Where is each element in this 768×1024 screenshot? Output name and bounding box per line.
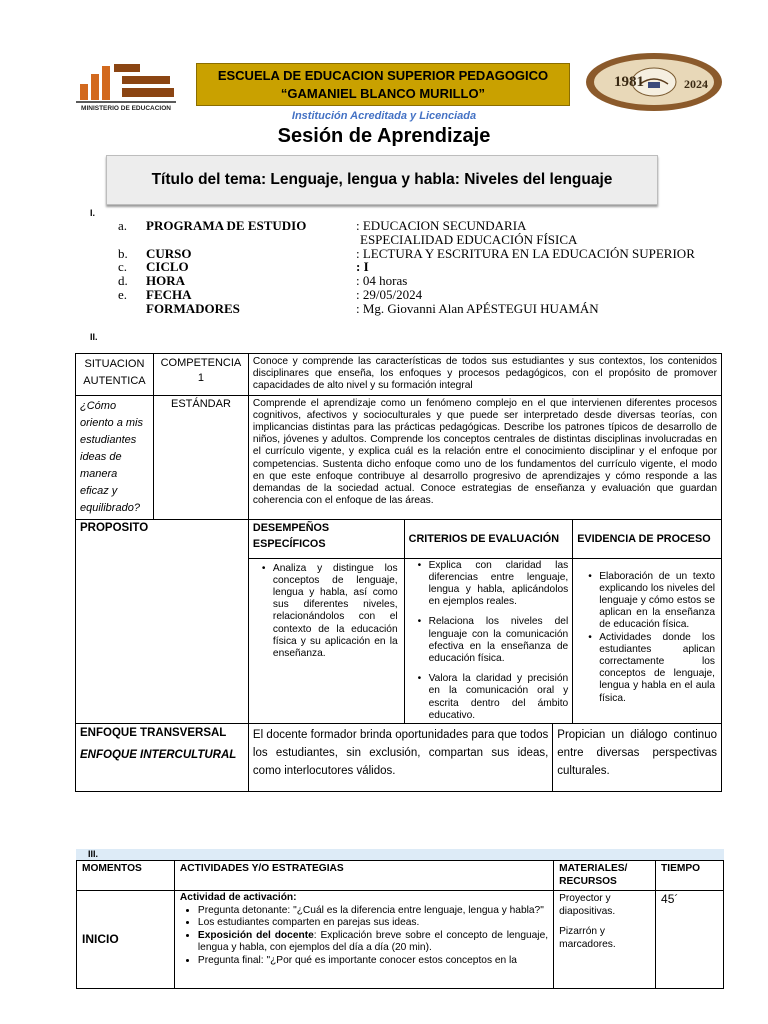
section-i-number: I. — [90, 208, 96, 218]
activities-table — [76, 860, 724, 989]
info-value-2: ESPECIALIDAD EDUCACIÓN FÍSICA — [360, 232, 578, 247]
enfoque-label: ENFOQUE TRANSVERSAL — [80, 726, 227, 739]
proposito-label: PROPOSITO — [76, 519, 249, 723]
session-title: Sesión de Aprendizaje — [277, 125, 491, 147]
list-item: • Actividades donde los estudiantes aplican correctamente los conceptos de lenguaje, lengua y habla en el aula física. — [597, 632, 715, 705]
desempenos-cell — [248, 558, 404, 723]
list-item: • Exposición del docente: Explicación breve sobre el concepto de lenguaje, lengua y habla, con ejemplos del día a día (20 min). — [198, 930, 548, 955]
evidencia-header: EVIDENCIA DE PROCESO — [573, 519, 722, 558]
list-item: • Explica con claridad las diferencias entre lenguaje, lengua y habla, aplicándolos en ejemplos reales. — [427, 560, 569, 609]
table-row — [76, 354, 722, 396]
header-momentos: MOMENTOS — [77, 861, 175, 891]
info-value: : LECTURA Y ESCRITURA EN LA EDUCACIÓN SUPERIOR — [356, 246, 695, 261]
material-item: Pizarrón y marcadores. — [559, 926, 616, 950]
school-line2: “GAMANIEL BLANCO MURILLO” — [280, 86, 486, 101]
list-item: • Relaciona los niveles del lenguaje con la comunicación efectiva en la enseñanza de educación física. — [427, 616, 569, 665]
material-item: Proyector y diapositivas. — [559, 893, 616, 917]
evidencia-cell — [573, 558, 722, 723]
inicio-tiempo: 45´ — [656, 891, 724, 989]
info-value: : 29/05/2024 — [356, 287, 423, 302]
info-letter: b. — [118, 246, 128, 261]
info-letter: d. — [118, 273, 128, 288]
ministry-logo — [74, 62, 178, 112]
desempenos-header: DESEMPEÑOS ESPECÍFICOS — [248, 519, 404, 558]
info-label: PROGRAMA DE ESTUDIO — [146, 218, 307, 233]
list-item: • Elaboración de un texto explicando los niveles del lenguaje y cómo estos se aplican en la enseñanza de educación física. — [597, 571, 715, 632]
institution-seal — [584, 52, 724, 112]
section-iii-number: III. — [88, 849, 99, 859]
info-value: : Mg. Giovanni Alan APÉSTEGUI HUAMÁN — [356, 301, 599, 316]
situacion-label: SITUACION AUTENTICA — [76, 354, 154, 396]
enfoque-cell — [76, 723, 249, 791]
table-row — [76, 723, 722, 791]
header-tiempo: TIEMPO — [656, 861, 724, 891]
estandar-label: ESTÁNDAR — [153, 395, 248, 519]
info-letter: e. — [118, 287, 128, 302]
list-item: • Pregunta detonante: "¿Cuál es la diferencia entre lenguaje, lengua y habla?" — [198, 905, 548, 918]
enfoque-text-2: Propician un diálogo continuo entre diversas perspectivas culturales. — [553, 723, 722, 791]
info-label: CICLO — [146, 259, 189, 274]
ministry-label: MINISTERIO DE EDUCACION — [81, 105, 171, 112]
guiding-question: ¿Cómo oriento a mis estudiantes ideas de manera eficaz y equilibrado? — [76, 395, 154, 519]
estandar-text: Comprende el aprendizaje como un fenómeno complejo en el que intervienen diferentes procesos cognitivos, afectivos y socioculturales y que puede ser interpretado desde diversas teorías, con implicancias distintas para las prácticas pedagógicas. Describe los patrones típicos de desarrollo de niños, jóvenes y adultos. Comprende los conceptos centrales de distintas disciplinas involucradas en el currículo vigente, y explica cuál es la relación entre el conocimiento disciplinar y el enfoque por competencias. Sustenta dicho enfoque como uno de los fundamentos del currículo vigente, el modo en que este enfoque contribuye al desarrollo progresivo de aprendizajes y cómo responde a las demandas de la sociedad actual. Conoce estrategias de enseñanza y evaluación que guardan coherencia con el enfoque de las áreas. — [248, 395, 721, 519]
table-row — [77, 891, 724, 989]
table-row — [76, 519, 722, 558]
list-item: • Los estudiantes comparten en parejas sus ideas. — [198, 917, 548, 930]
section-iii-band — [76, 849, 724, 860]
school-line1: ESCUELA DE EDUCACION SUPERIOR PEDAGOGICO — [217, 68, 549, 83]
info-value: : 04 horas — [356, 273, 408, 288]
topic-title: Título del tema: Lenguaje, lengua y habla: Niveles del lenguaje — [106, 155, 658, 205]
enfoque-sub: ENFOQUE INTERCULTURAL — [80, 748, 237, 761]
seal-year-left: 1981 — [614, 74, 644, 90]
enfoque-text: El docente formador brinda oportunidades para que todos los estudiantes, sin exclusión, compartan sus ideas, como interlocutores válidos. — [248, 723, 552, 791]
competencies-table — [75, 353, 722, 792]
info-label: FECHA — [146, 287, 192, 302]
info-label: FORMADORES — [146, 301, 240, 316]
school-name-banner — [196, 63, 570, 106]
header-materiales: MATERIALES/ RECURSOS — [554, 861, 656, 891]
inicio-activities — [174, 891, 553, 989]
criterios-cell — [404, 558, 573, 723]
info-label: HORA — [146, 273, 185, 288]
criterios-header: CRITERIOS DE EVALUACIÓN — [404, 519, 573, 558]
inicio-materiales — [554, 891, 656, 989]
activity-title: Actividad de activación: — [179, 892, 297, 903]
list-item: • Pregunta final: "¿Por qué es importante conocer estos conceptos en la — [198, 955, 548, 968]
info-label: CURSO — [146, 246, 192, 261]
info-value: : EDUCACION SECUNDARIA — [356, 218, 527, 233]
competencia-label: COMPETENCIA 1 — [153, 354, 248, 396]
momento-inicio: INICIO — [77, 891, 175, 989]
list-item: • Analiza y distingue los conceptos de lenguaje, lengua y habla, así como sus diferentes niveles, relacionándolos con el contexto de la educación física y su aplicación en la enseñanza. — [271, 563, 398, 661]
seal-year-right: 2024 — [684, 77, 708, 91]
info-value: : I — [356, 259, 369, 274]
section-ii-number: II. — [90, 332, 98, 342]
info-letter: a. — [118, 218, 128, 233]
table-row — [76, 395, 722, 519]
accreditation-note: Institución Acreditada y Licenciada — [291, 110, 477, 122]
info-letter: c. — [118, 259, 128, 274]
list-item: • Valora la claridad y precisión en la comunicación oral y escrita dentro del ámbito educativo. — [427, 673, 569, 722]
competencia-text: Conoce y comprende las características de todos sus estudiantes y sus contextos, los contenidos disciplinares que enseña, los enfoques y procesos pedagógicos, con el propósito de promover capacidades de alto nivel y su formación integral — [248, 354, 721, 396]
header-actividades: ACTIVIDADES Y/O ESTRATEGIAS — [174, 861, 553, 891]
table-row — [77, 861, 724, 891]
